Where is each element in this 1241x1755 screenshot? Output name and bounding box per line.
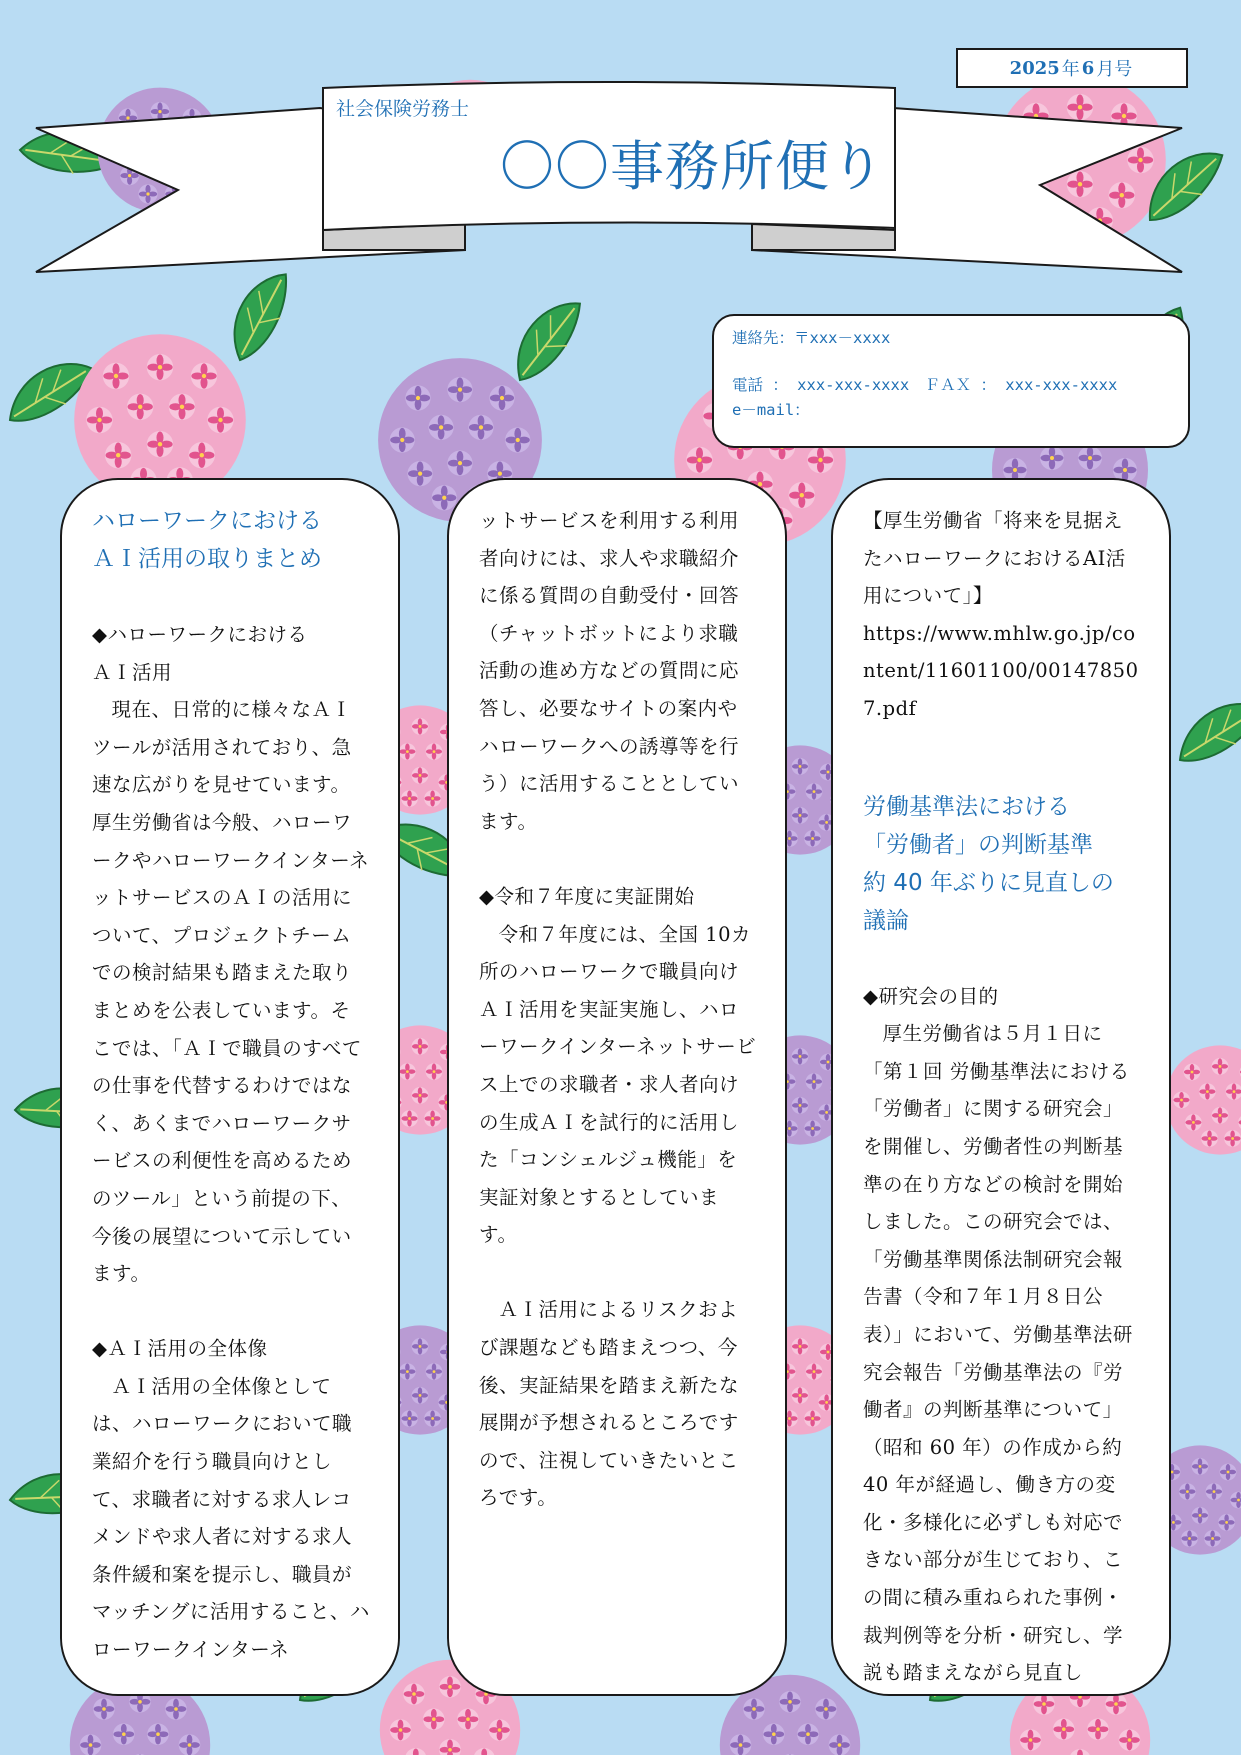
section-body: 令和７年度には、全国 10カ所のハローワークで職員向けＡＩ活用を実証実施し、ハローワークインターネットサービス上での求職者・求人者向けの生成ＡＩを試行的に活用した「コンシェルジュ機能」を実証対象とするとしています。 [479,922,757,1247]
article-heading-ai: ハローワークにおける ＡＩ活用の取りまとめ [92,508,322,572]
contact-address: 連絡先：〒xxx－xxxx [732,329,891,347]
issue-month: 6 [1081,57,1095,79]
newsletter-title: 〇〇事務所便り [500,135,885,198]
section-body: 厚生労働省は５月１日に「第１回 労働基準法における「労働者」に関する研究会」を開催し、労働者性の判断基準の在り方などの検討を開始しました。この研究会では、「労働基準関係法制研究会報告書（令和７年１月８日公表）」において、労働基準法研究会報告「労働基準法の『労働者』の判断基準について」（昭和 60 年）の作成から約 40 年が経過し、働き方の変化・多様化に必ずしも対応できない部分が生じており、この間に積み重ねられた事例・裁判例等を分析・研究し、学説も踏まえながら見直し [863,1022,1133,1685]
section-body: ＡＩ活用の全体像としては、ハローワークにおいて職業紹介を行う職員向けとして、求職者に対する求人レコメンドや求人者に対する求人条件緩和案を提示し、職員がマッチングに活用すること、ハローワークインターネ [92,1374,370,1662]
header-kicker: 社会保険労務士 [336,98,470,120]
article-heading-labor: 労働基準法における 「労働者」の判断基準 約 40 年ぶりに見直しの 議論 [863,793,1114,934]
contact-phone-fax: 電話 ： xxx-xxx-xxxx ＦＡＸ ： xxx-xxx-xxxx [732,376,1118,394]
article-column-2 [447,478,787,1696]
section-body: ットサービスを利用する利用者向けには、求人や求職紹介に係る質問の自動受付・回答（チャットボットにより求職活動の進め方などの質問に応答し、必要なサイトの案内やハローワークへの誘導等を行う）に活用することとしています。 [479,509,740,833]
section-body: ＡＩ活用によるリスクおよび課題なども踏まえつつ、今後、実証結果を踏まえ新たな展開が予想されるところですので、注視していきたいところです。 [479,1298,740,1510]
article-column-3 [831,478,1171,1696]
section-title: ◆令和７年度に実証開始 [479,884,695,908]
section-title: ◆ハローワークにおける ＡＩ活用 [92,623,308,684]
contact-box [712,314,1190,448]
issue-date-box [956,48,1188,88]
section-title: ◆ＡＩ活用の全体像 [92,1337,268,1361]
issue-month-unit: 月号 [1096,59,1133,80]
reference-title: 【厚生労働省「将来を見据えたハローワークにおけるAI活用について」】 [863,509,1126,608]
section-title: ◆研究会の目的 [863,984,999,1008]
issue-year: 2025 [1009,57,1060,79]
reference-url[interactable]: https://www.mhlw.go.jp/content/11601100/001478507.pdf [863,621,1139,720]
contact-email: e－mail： [732,401,810,419]
article-column-1 [60,478,400,1696]
issue-year-unit: 年 [1061,59,1080,80]
section-body: 現在、日常的に様々なＡＩツールが活用されており、急速な広がりを見せています。厚生労働省は今般、ハローワークやハローワークインターネットサービスのＡＩの活用について、プロジェクトチームでの検討結果も踏まえた取りまとめを公表しています。そこでは、「ＡＩで職員のすべての仕事を代替するわけではなく、あくまでハローワークサービスの利便性を高めるためのツール」という前提の下、今後の展望について示しています。 [92,698,370,1286]
